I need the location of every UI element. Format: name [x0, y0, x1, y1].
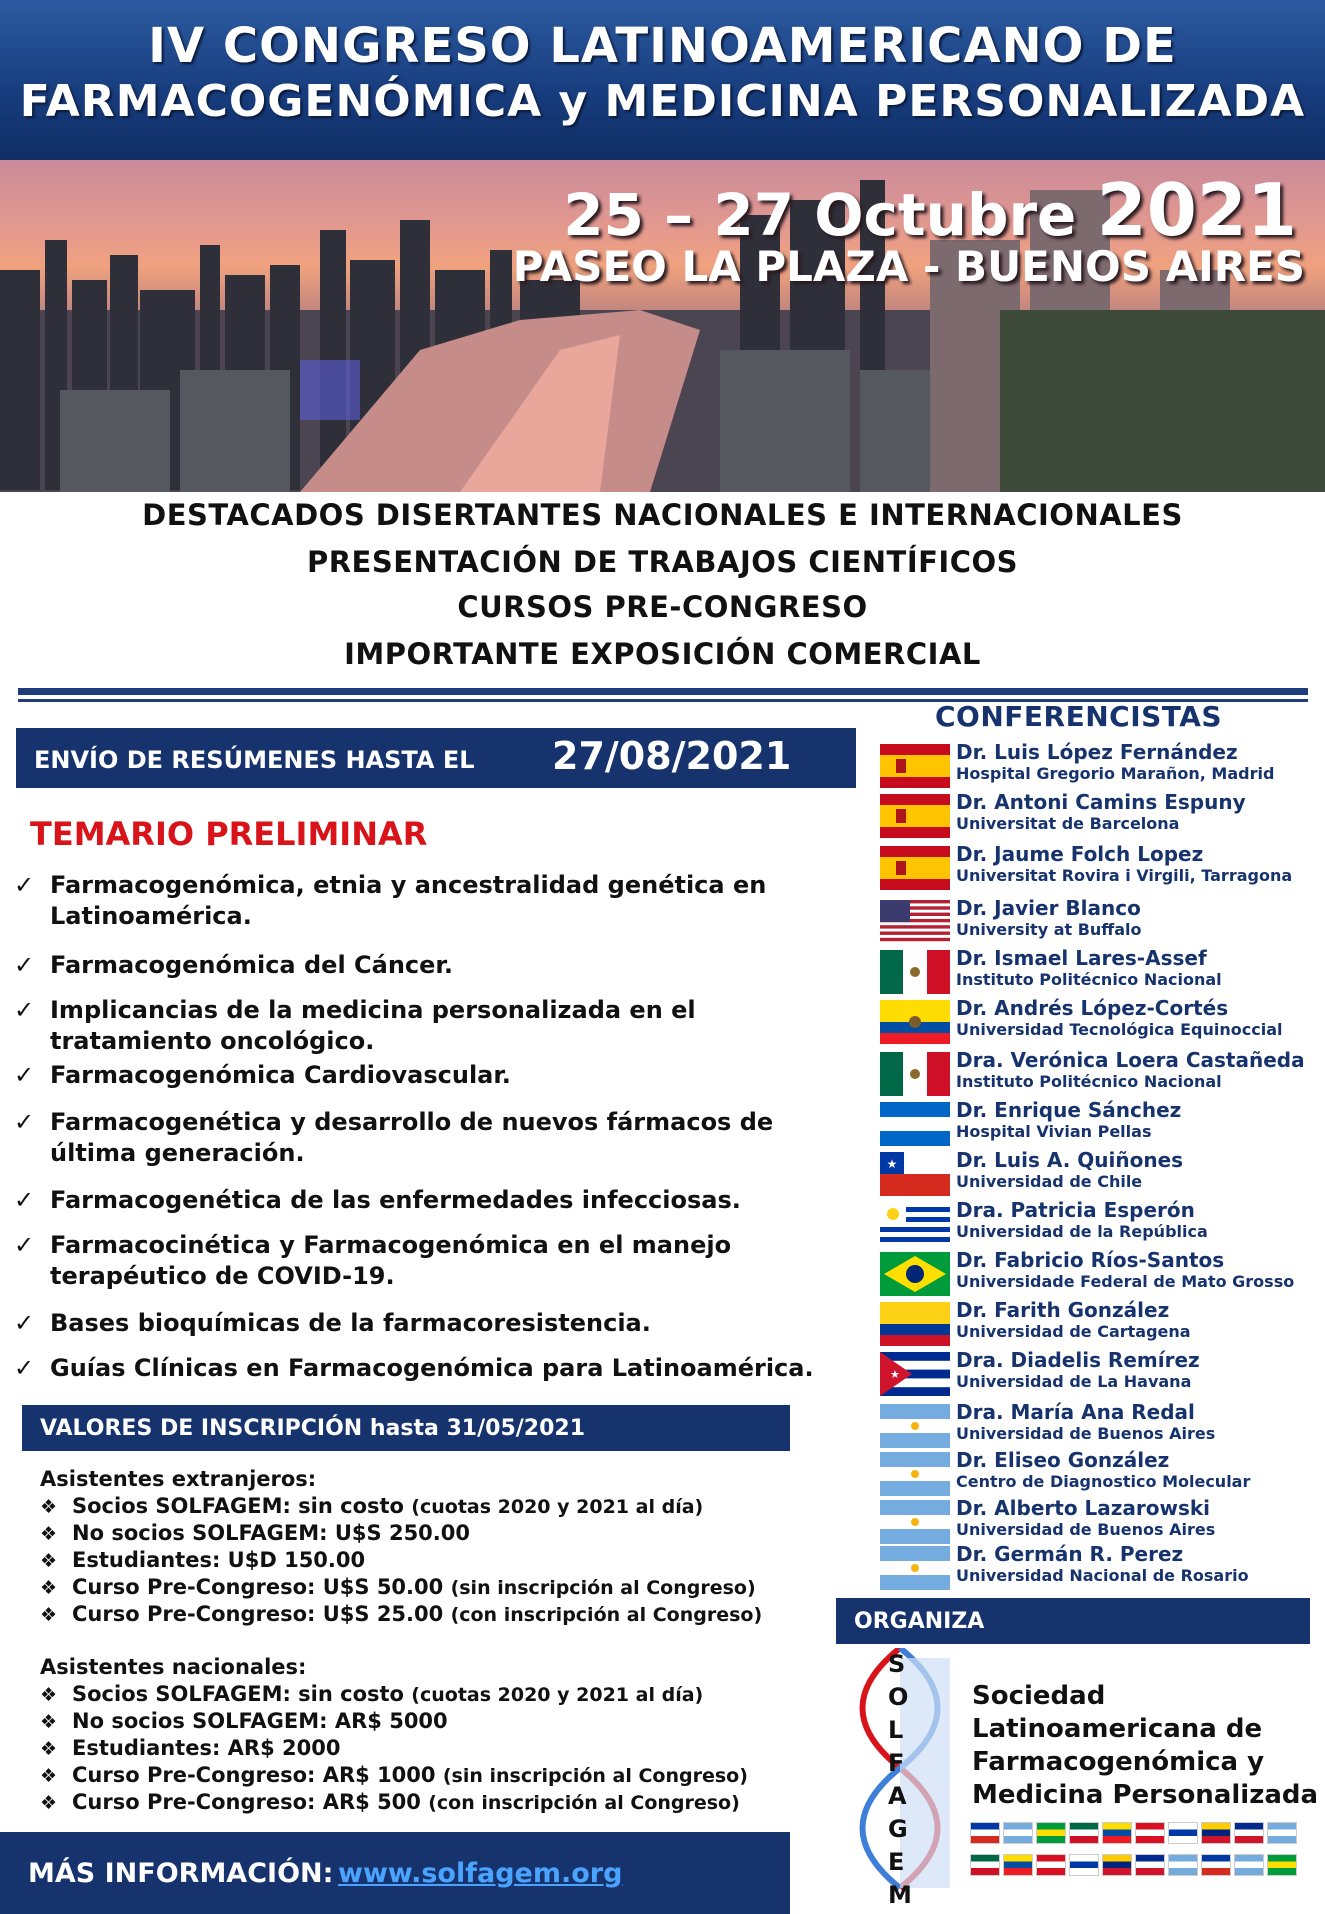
speaker-affiliation: Universidad de Chile — [956, 1172, 1143, 1191]
topic-text: Farmacogenética y desarrollo de nuevos fármacos de última generación. — [50, 1108, 774, 1167]
topic-text: Farmacocinética y Farmacogenómica en el manejo terapéutico de COVID-19. — [50, 1231, 732, 1290]
divider-rule — [18, 688, 1308, 695]
country-flag-icon — [1168, 1854, 1198, 1876]
fee-main: Curso Pre-Congreso: U$S 25.00 — [72, 1602, 444, 1626]
header-title-line2: FARMACOGENÓMICA y MEDICINA PERSONALIZADA — [19, 76, 1306, 127]
country-flag-icon — [1102, 1822, 1132, 1844]
diamond-bullet-icon: ❖ — [40, 1604, 58, 1626]
fee-main: Estudiantes: AR$ 2000 — [72, 1736, 341, 1760]
abstract-deadline-date: 27/08/2021 — [552, 734, 792, 778]
fee-note: (sin inscripción al Congreso) — [442, 1765, 748, 1787]
fee-note: (con inscripción al Congreso) — [450, 1604, 763, 1626]
diamond-bullet-icon: ❖ — [40, 1496, 58, 1518]
speaker-affiliation: Hospital Gregorio Marañon, Madrid — [956, 764, 1275, 783]
speaker-affiliation: Universidad de Buenos Aires — [956, 1520, 1216, 1539]
speaker-entry — [880, 790, 1320, 838]
speaker-entry — [880, 1496, 1320, 1544]
speaker-entry — [880, 1448, 1320, 1496]
logo-letter: G — [888, 1815, 908, 1843]
logo-letter: A — [888, 1782, 907, 1810]
feature-line-1: DESTACADOS DISERTANTES NACIONALES E INTERNACIONALES — [142, 498, 1183, 532]
uruguay-flag-icon — [880, 1202, 950, 1246]
fee-main: Socios SOLFAGEM: sin costo — [72, 1682, 404, 1706]
fees-title: VALORES DE INSCRIPCIÓN hasta 31/05/2021 — [40, 1416, 586, 1441]
speaker-name: Dr. Antoni Camins Espuny — [956, 790, 1246, 814]
speaker-entry — [880, 1542, 1320, 1590]
topic-item — [14, 995, 864, 1057]
fee-main: No socios SOLFAGEM: AR$ 5000 — [72, 1709, 448, 1733]
speaker-name: Dr. Eliseo González — [956, 1448, 1170, 1472]
org-line-2: Latinoamericana de — [972, 1714, 1263, 1744]
organization-name — [972, 1680, 1318, 1812]
checkmark-icon: ✓ — [14, 1309, 35, 1337]
event-dates — [563, 168, 1297, 252]
fee-item — [40, 1762, 748, 1790]
fee-item — [40, 1601, 762, 1629]
feature-line-3: CURSOS PRE-CONGRESO — [457, 590, 868, 624]
speaker-entry — [880, 1048, 1320, 1096]
nicaragua-flag-icon — [880, 1102, 950, 1146]
speaker-entry — [880, 1148, 1320, 1196]
speaker-name: Dra. María Ana Redal — [956, 1400, 1195, 1424]
fees-title-bar — [22, 1405, 790, 1451]
fee-item — [40, 1574, 756, 1602]
speaker-affiliation: Universidade Federal de Mato Grosso — [956, 1272, 1295, 1291]
logo-letter: M — [888, 1881, 912, 1909]
speaker-affiliation: University at Buffalo — [956, 920, 1142, 939]
fee-main: Curso Pre-Congreso: U$S 50.00 — [72, 1575, 444, 1599]
speaker-affiliation: Instituto Politécnico Nacional — [956, 970, 1222, 989]
hero-city-image — [0, 160, 1325, 492]
svg-text:★: ★ — [890, 1368, 900, 1381]
speaker-name: Dra. Verónica Loera Castañeda — [956, 1048, 1305, 1072]
temario-title: TEMARIO PRELIMINAR — [30, 815, 428, 853]
diamond-bullet-icon: ❖ — [40, 1765, 58, 1787]
country-flag-icon — [1069, 1854, 1099, 1876]
country-flag-icon — [1135, 1822, 1165, 1844]
solfagem-logo — [840, 1648, 960, 1913]
event-year: 2021 — [1096, 168, 1297, 252]
logo-letter: E — [888, 1848, 905, 1876]
topic-text: Implicancias de la medicina personalizada en el tratamiento oncológico. — [50, 996, 696, 1055]
speaker-entry — [880, 1198, 1320, 1246]
fee-item — [40, 1681, 703, 1709]
country-flag-icon — [1234, 1854, 1264, 1876]
checkmark-icon: ✓ — [14, 951, 35, 979]
event-date-range: 25 – 27 Octubre — [563, 181, 1077, 249]
spain-flag-icon — [880, 846, 950, 890]
speaker-entry — [880, 842, 1320, 890]
speaker-entry — [880, 1298, 1320, 1346]
topic-text: Farmacogenómica Cardiovascular. — [50, 1061, 511, 1089]
organiza-bar — [836, 1598, 1310, 1644]
country-flag-icon — [1036, 1854, 1066, 1876]
fee-note: (sin inscripción al Congreso) — [450, 1577, 756, 1599]
more-info-label: MÁS INFORMACIÓN: — [28, 1858, 334, 1889]
speaker-name: Dr. Alberto Lazarowski — [956, 1496, 1211, 1520]
ecuador-flag-icon — [880, 1000, 950, 1044]
country-flag-icon — [1069, 1822, 1099, 1844]
speaker-entry — [880, 996, 1320, 1044]
speaker-name: Dr. Jaume Folch Lopez — [956, 842, 1204, 866]
diamond-bullet-icon: ❖ — [40, 1684, 58, 1706]
speaker-affiliation: Centro de Diagnostico Molecular — [956, 1472, 1251, 1491]
organiza-title: ORGANIZA — [854, 1609, 985, 1634]
country-flag-icon — [1201, 1822, 1231, 1844]
speaker-affiliation: Universitat Rovira i Virgili, Tarragona — [956, 866, 1293, 885]
abstract-deadline-bar — [16, 728, 856, 788]
topic-text: Farmacogenómica del Cáncer. — [50, 951, 453, 979]
topic-item — [14, 950, 864, 981]
org-line-1: Sociedad — [972, 1681, 1106, 1711]
speaker-name: Dra. Patricia Esperón — [956, 1198, 1195, 1222]
diamond-bullet-icon: ❖ — [40, 1577, 58, 1599]
argentina-flag-icon — [880, 1546, 950, 1590]
speaker-entry — [880, 740, 1320, 788]
speaker-name: Dr. Enrique Sánchez — [956, 1098, 1182, 1122]
country-flag-icon — [1003, 1822, 1033, 1844]
country-flag-icon — [1234, 1822, 1264, 1844]
more-info-bar — [0, 1832, 790, 1914]
country-flag-icon — [1003, 1854, 1033, 1876]
checkmark-icon: ✓ — [14, 1231, 35, 1259]
country-flag-icon — [1267, 1854, 1297, 1876]
spain-flag-icon — [880, 794, 950, 838]
mexico-flag-icon — [880, 1052, 950, 1096]
speaker-affiliation: Instituto Politécnico Nacional — [956, 1072, 1222, 1091]
speaker-name: Dra. Diadelis Remírez — [956, 1348, 1200, 1372]
fee-main: Curso Pre-Congreso: AR$ 1000 — [72, 1763, 436, 1787]
speaker-name: Dr. Ismael Lares-Assef — [956, 946, 1207, 970]
speaker-affiliation: Universitat de Barcelona — [956, 814, 1180, 833]
logo-letter: O — [888, 1683, 909, 1711]
fee-item — [40, 1735, 340, 1763]
fee-main: Estudiantes: U$D 150.00 — [72, 1548, 366, 1572]
country-flag-icon — [970, 1822, 1000, 1844]
speaker-name: Dr. Luis A. Quiñones — [956, 1148, 1184, 1172]
speaker-affiliation: Universidad de la República — [956, 1222, 1208, 1241]
fee-item — [40, 1493, 703, 1521]
argentina-flag-icon — [880, 1404, 950, 1448]
conferencistas-title: CONFERENCISTAS — [935, 700, 1223, 733]
checkmark-icon: ✓ — [14, 996, 35, 1024]
member-countries-flags — [970, 1854, 1310, 1878]
speaker-name: Dr. Farith González — [956, 1298, 1170, 1322]
org-line-3: Farmacogenómica y — [972, 1747, 1265, 1777]
fee-item — [40, 1520, 470, 1548]
speaker-entry — [880, 1248, 1320, 1296]
argentina-flag-icon — [880, 1452, 950, 1496]
speaker-name: Dr. Javier Blanco — [956, 896, 1141, 920]
logo-letter: S — [888, 1650, 906, 1678]
header-title-line1: IV CONGRESO LATINOAMERICANO DE — [148, 18, 1177, 74]
mexico-flag-icon — [880, 950, 950, 994]
chile-flag-icon — [880, 1152, 950, 1196]
topic-item — [14, 1308, 864, 1339]
usa-flag-icon — [880, 900, 950, 944]
speaker-affiliation: Universidad Tecnológica Equinoccial — [956, 1020, 1283, 1039]
fee-item — [40, 1708, 448, 1736]
brazil-flag-icon — [880, 1252, 950, 1296]
topic-item — [14, 1107, 864, 1169]
country-flag-icon — [1168, 1822, 1198, 1844]
country-flag-icon — [970, 1854, 1000, 1876]
speaker-affiliation: Universidad de Cartagena — [956, 1322, 1191, 1341]
topic-text: Farmacogenómica, etnia y ancestralidad genética en Latinoamérica. — [50, 871, 767, 930]
logo-letter: F — [888, 1749, 905, 1777]
org-line-4: Medicina Personalizada — [972, 1780, 1319, 1810]
header-banner — [0, 0, 1325, 160]
country-flag-icon — [1135, 1854, 1165, 1876]
topic-text: Bases bioquímicas de la farmacoresistencia. — [50, 1309, 651, 1337]
fee-item — [40, 1547, 365, 1575]
feature-line-2: PRESENTACIÓN DE TRABAJOS CIENTÍFICOS — [306, 545, 1019, 579]
topic-item — [14, 870, 864, 932]
spain-flag-icon — [880, 744, 950, 788]
topic-text: Farmacogenética de las enfermedades infecciosas. — [50, 1186, 741, 1214]
checkmark-icon: ✓ — [14, 1061, 35, 1089]
topic-item — [14, 1353, 864, 1384]
fee-main: Socios SOLFAGEM: sin costo — [72, 1494, 404, 1518]
speaker-affiliation: Hospital Vivian Pellas — [956, 1122, 1152, 1141]
speaker-name: Dr. Fabricio Ríos-Santos — [956, 1248, 1225, 1272]
country-flag-icon — [1036, 1822, 1066, 1844]
topic-item — [14, 1230, 864, 1292]
fee-main: No socios SOLFAGEM: U$S 250.00 — [72, 1521, 470, 1545]
logo-letter: L — [888, 1716, 904, 1744]
fee-note: (cuotas 2020 y 2021 al día) — [411, 1684, 704, 1706]
speaker-entry — [880, 1348, 1320, 1396]
speaker-affiliation: Universidad de La Havana — [956, 1372, 1192, 1391]
speaker-affiliation: Universidad de Buenos Aires — [956, 1424, 1216, 1443]
argentina-flag-icon — [880, 1500, 950, 1544]
diamond-bullet-icon: ❖ — [40, 1550, 58, 1572]
speaker-name: Dr. Luis López Fernández — [956, 740, 1238, 764]
fee-item — [40, 1789, 740, 1817]
fee-main: Curso Pre-Congreso: AR$ 500 — [72, 1790, 421, 1814]
speaker-entry — [880, 946, 1320, 994]
speaker-name: Dr. Germán R. Perez — [956, 1542, 1184, 1566]
country-flag-icon — [1267, 1822, 1297, 1844]
svg-text:★: ★ — [886, 1157, 898, 1171]
speaker-name: Dr. Andrés López-Cortés — [956, 996, 1229, 1020]
fee-note: (cuotas 2020 y 2021 al día) — [411, 1496, 704, 1518]
cuba-flag-icon — [880, 1352, 950, 1396]
country-flag-icon — [1201, 1854, 1231, 1876]
speaker-entry — [880, 1098, 1320, 1146]
checkmark-icon: ✓ — [14, 1108, 35, 1136]
diamond-bullet-icon: ❖ — [40, 1711, 58, 1733]
country-flag-icon — [1102, 1854, 1132, 1876]
speaker-affiliation: Universidad Nacional de Rosario — [956, 1566, 1249, 1585]
checkmark-icon: ✓ — [14, 1186, 35, 1214]
diamond-bullet-icon: ❖ — [40, 1738, 58, 1760]
speaker-entry — [880, 896, 1320, 944]
topic-item — [14, 1185, 864, 1216]
fees-national-heading: Asistentes nacionales: — [40, 1655, 307, 1679]
speaker-entry — [880, 1400, 1320, 1448]
event-venue: PASEO LA PLAZA - BUENOS AIRES — [512, 242, 1305, 291]
fee-note: (con inscripción al Congreso) — [428, 1792, 740, 1814]
member-countries-flags — [970, 1822, 1310, 1846]
checkmark-icon: ✓ — [14, 871, 35, 899]
more-info-link[interactable]: www.solfagem.org — [338, 1858, 623, 1889]
topic-item — [14, 1060, 864, 1091]
checkmark-icon: ✓ — [14, 1354, 35, 1382]
feature-line-4: IMPORTANTE EXPOSICIÓN COMERCIAL — [344, 637, 981, 671]
diamond-bullet-icon: ❖ — [40, 1792, 58, 1814]
abstract-deadline-label: ENVÍO DE RESÚMENES HASTA EL — [34, 746, 475, 774]
diamond-bullet-icon: ❖ — [40, 1523, 58, 1545]
topic-text: Guías Clínicas en Farmacogenómica para Latinoamérica. — [50, 1354, 814, 1382]
colombia-flag-icon — [880, 1302, 950, 1346]
fees-foreign-heading: Asistentes extranjeros: — [40, 1467, 317, 1491]
